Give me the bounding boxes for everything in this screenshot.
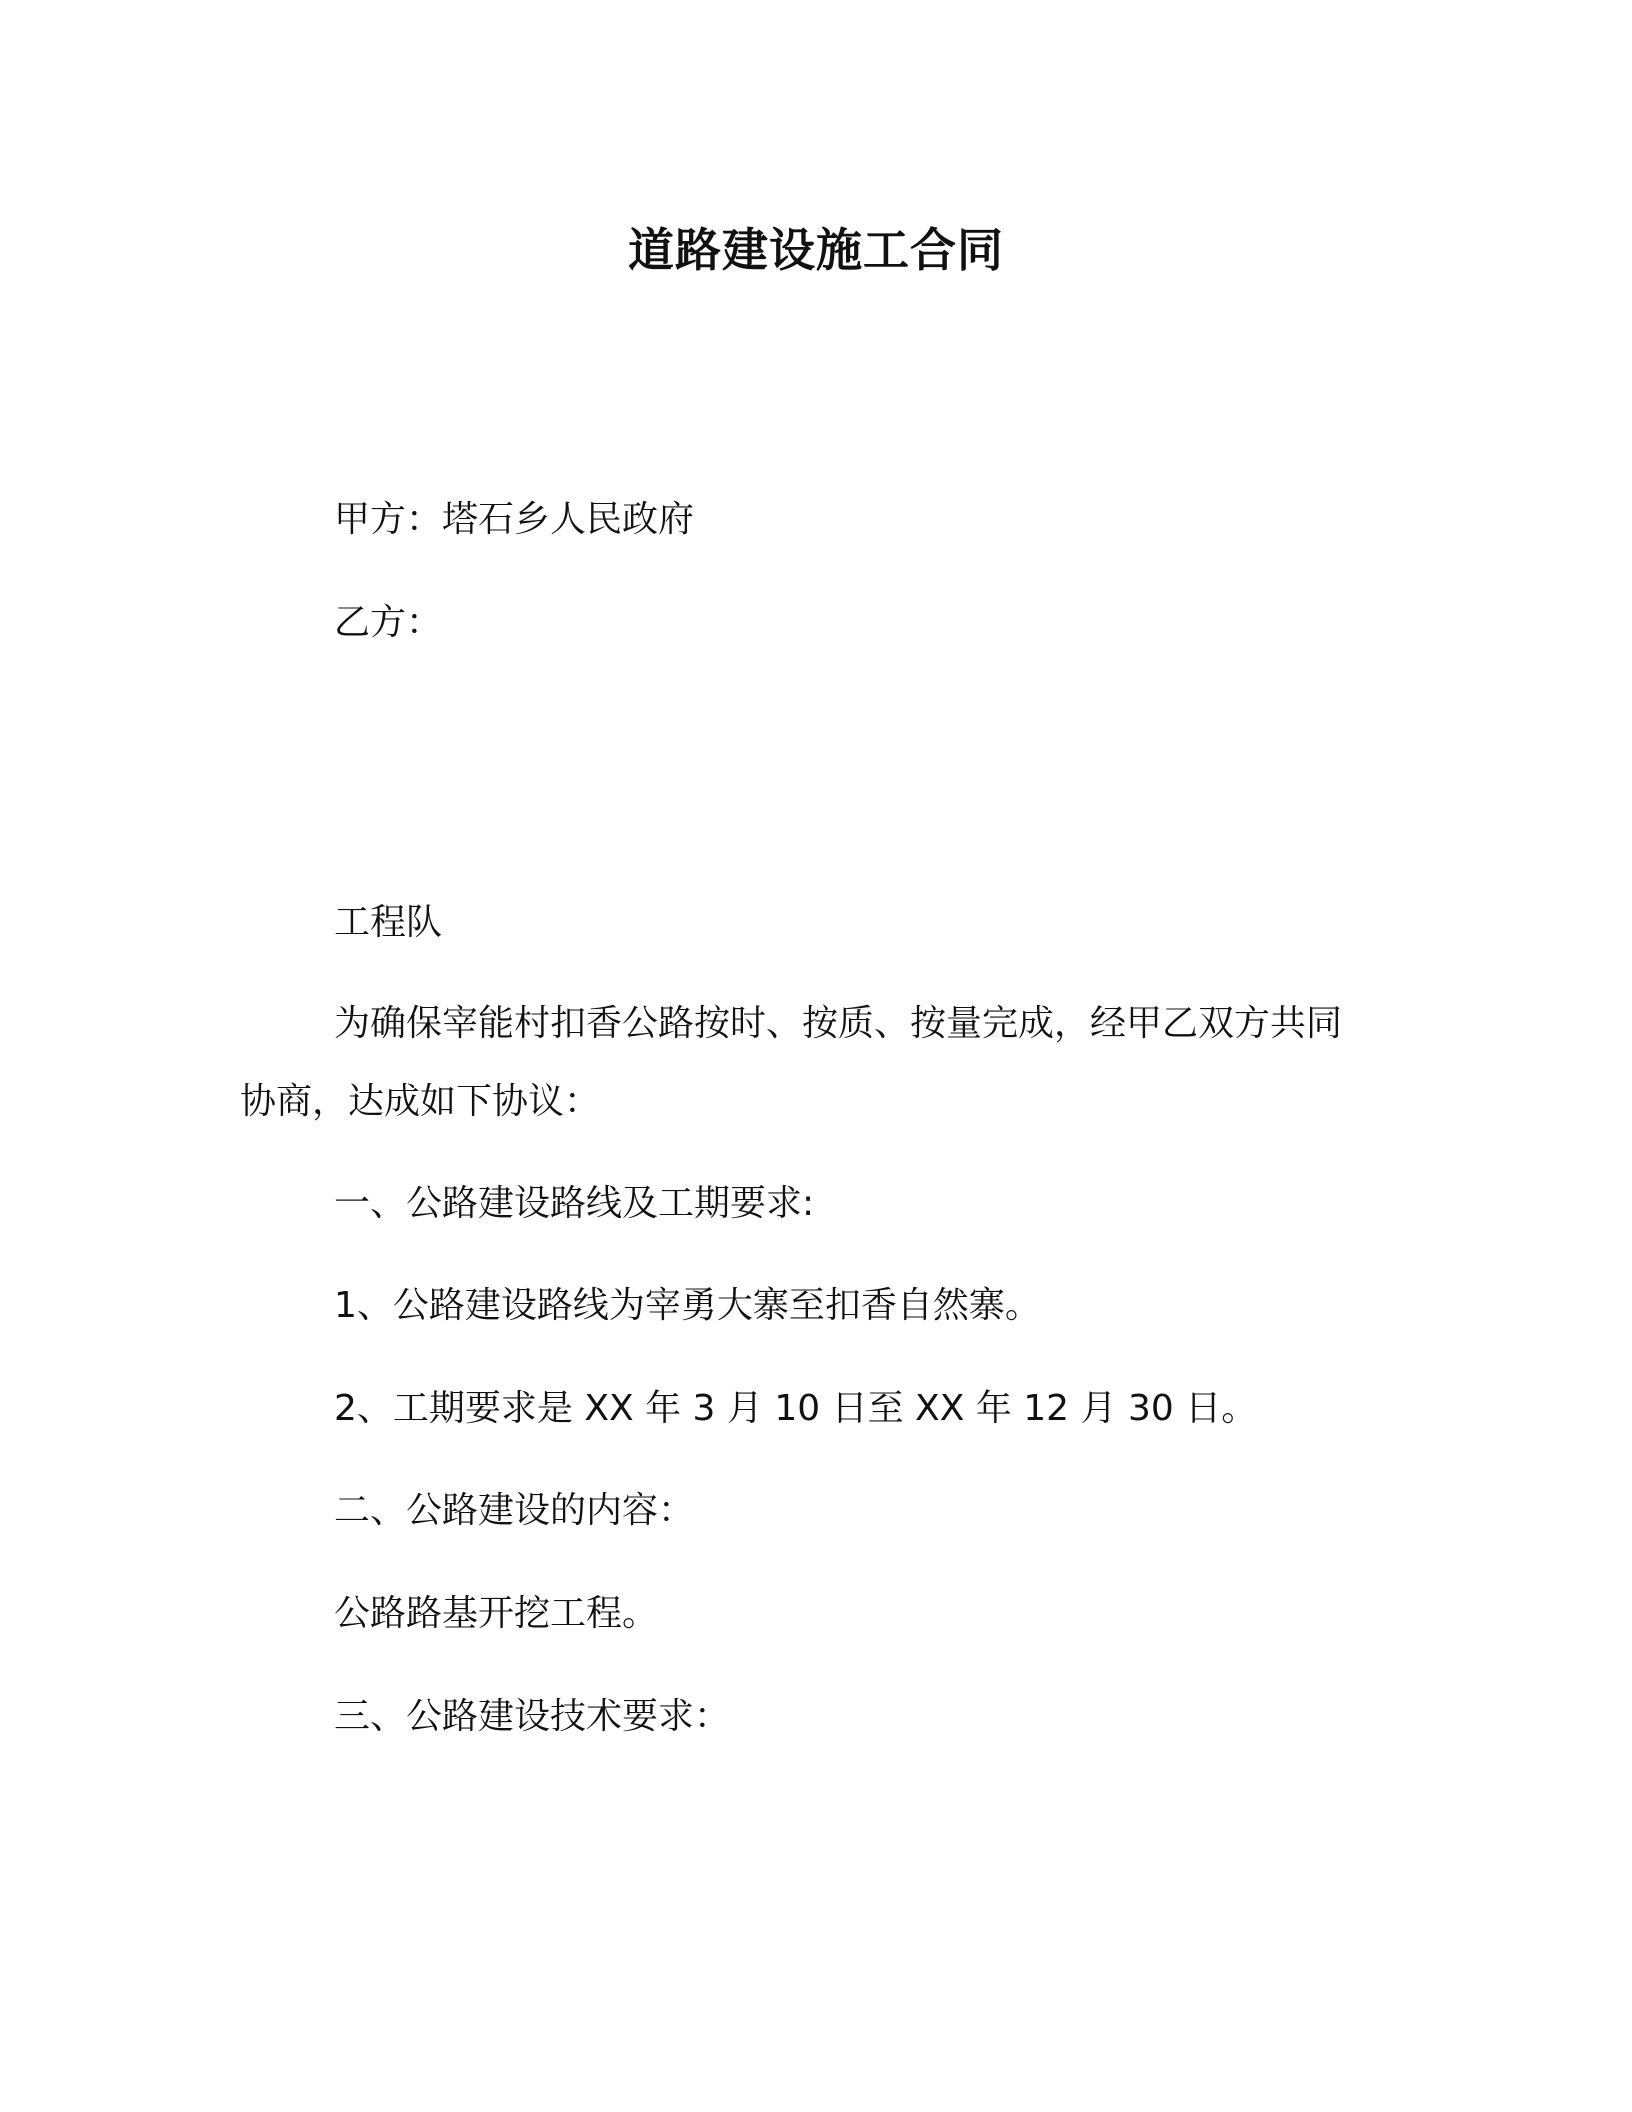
section-1-item-1: 1、公路建设路线为宰勇大寨至扣香自然寨。 (334, 1285, 1041, 1326)
section-1-heading: 一、公路建设路线及工期要求: (334, 1183, 815, 1224)
section-2-heading: 二、公路建设的内容： (334, 1490, 695, 1531)
document-title: 道路建设施工合同 (628, 223, 1004, 277)
section-3-heading: 三、公路建设技术要求： (334, 1696, 731, 1737)
party-a-line: 甲方：塔石乡人民政府 (334, 499, 695, 540)
section-2-content: 公路路基开挖工程。 (334, 1593, 659, 1634)
team-line: 工程队 (334, 902, 443, 943)
party-b-line: 乙方： (334, 602, 443, 643)
intro-paragraph-line-2: 协商，达成如下协议： (240, 1081, 601, 1122)
intro-paragraph-line-1: 为确保宰能村扣香公路按时、按质、按量完成，经甲乙双方共同 (334, 1003, 1343, 1044)
section-1-item-2: 2、工期要求是 XX 年 3 月 10 日至 XX 年 12 月 30 日。 (334, 1388, 1258, 1429)
